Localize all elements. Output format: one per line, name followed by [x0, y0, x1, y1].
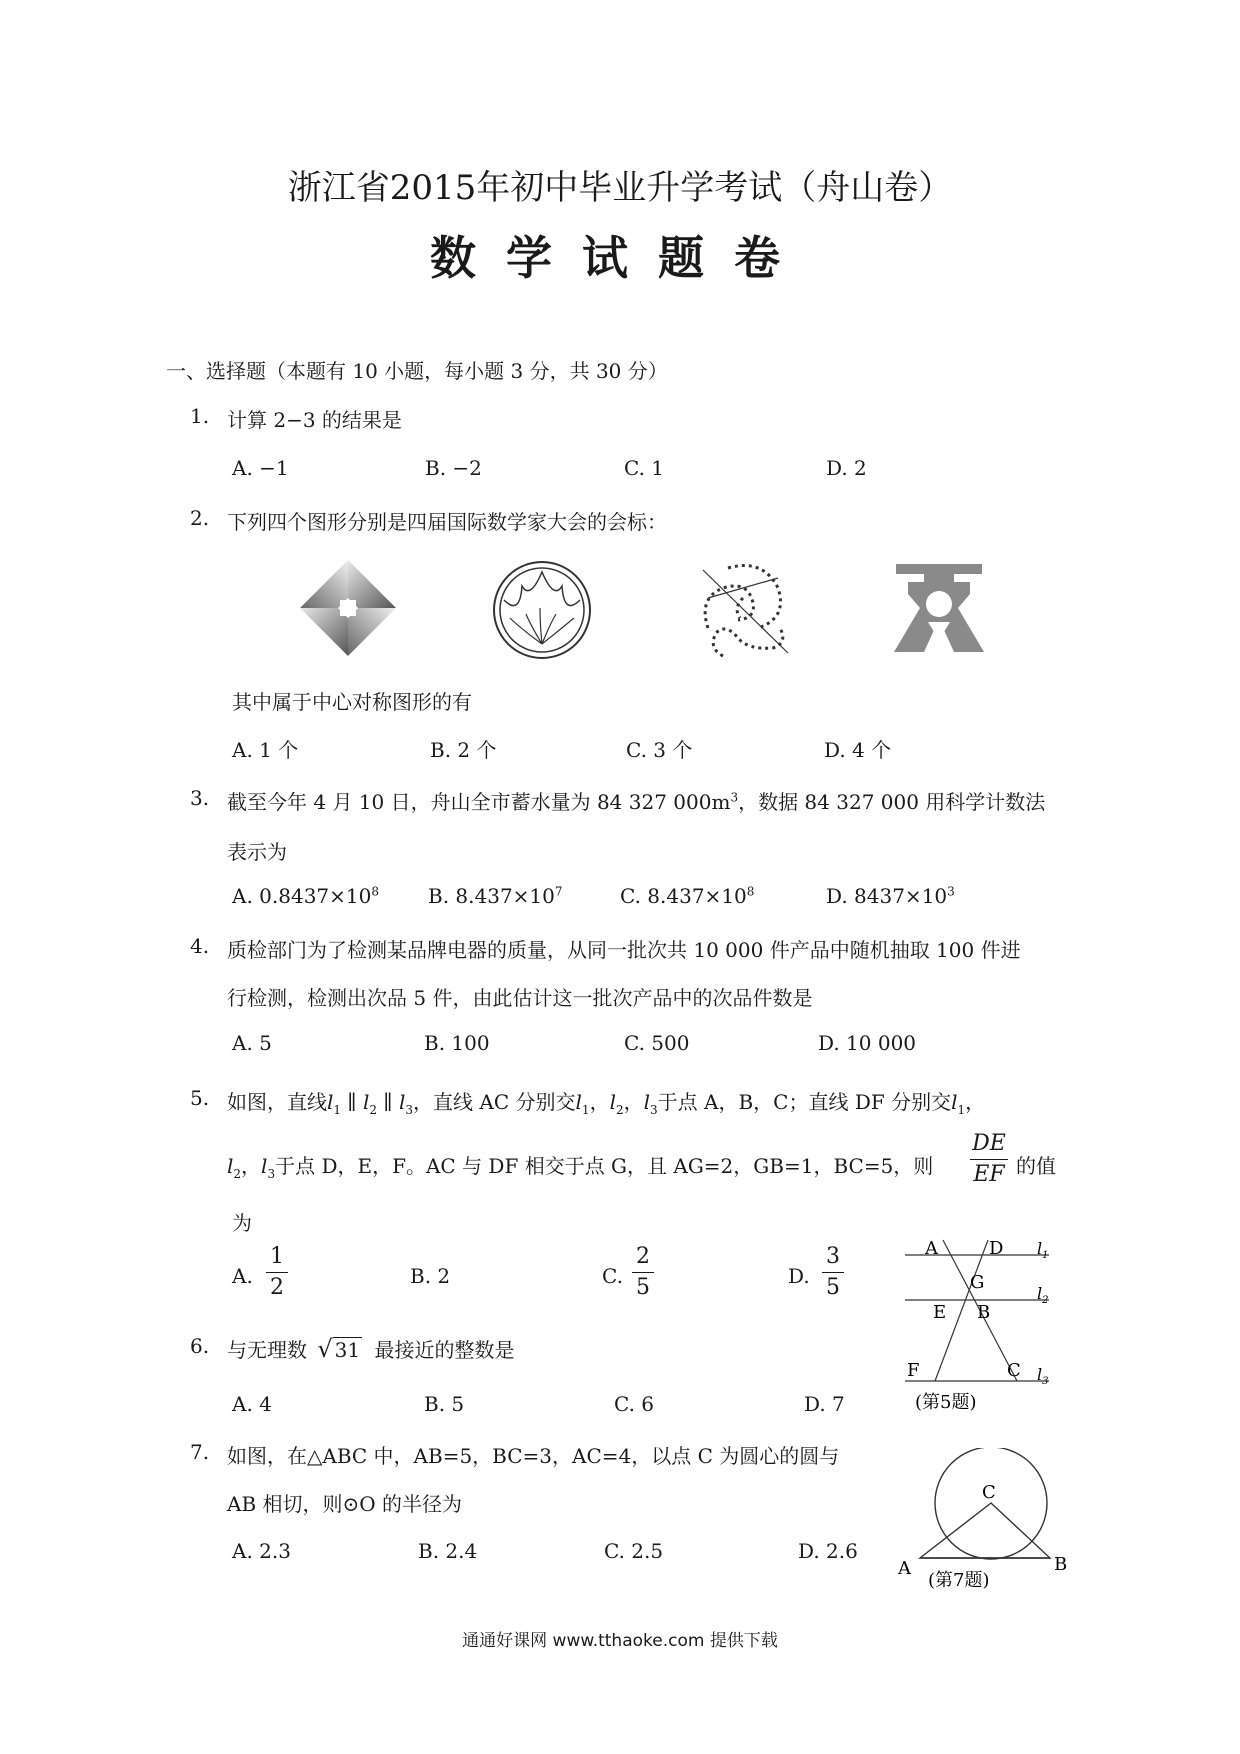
q7-number: 7. — [190, 1440, 210, 1464]
q3-text-line1: 截至今年 4 月 10 日，舟山全市蓄水量为 84 327 $000m^3$，数据 84 327 000 用科学计数法 — [227, 790, 1046, 814]
temple-logo-icon — [884, 560, 994, 660]
q5-figure — [895, 1226, 1065, 1426]
q1-option-d: D. 2 — [826, 456, 867, 480]
label-e: E — [933, 1302, 947, 1323]
q3-option-d: D. $8437\times 10^3$ — [826, 884, 955, 908]
q6-text: 与无理数 √ 31 最接近的整数是 — [227, 1335, 515, 1363]
q1-option-c: C. 1 — [624, 456, 665, 480]
q7-text-line2: AB 相切，则⊙O 的半径为 — [227, 1492, 463, 1516]
q7-option-b: B. 2.4 — [418, 1539, 478, 1563]
q5-text-line1: 如图，直线$l_1$ ∥ $l_2$ ∥ $l_3$，直线 AC 分别交$l_1$，$l_2$，$l_3$于点 A，B，C；直线 DF 分别交$l_1$， — [227, 1090, 986, 1117]
q4-text-line2: 行检测，检测出次品 5 件，由此估计这一批次产品中的次品件数是 — [227, 986, 813, 1010]
q6-option-d: D. 7 — [804, 1392, 845, 1416]
label-g: G — [970, 1272, 985, 1293]
q7-text-line1: 如图，在△ABC 中，AB=5，BC=3，AC=4，以点 C 为圆心的圆与 — [227, 1444, 840, 1468]
label-f: F — [907, 1360, 920, 1381]
label-l3: $l_3$ — [1037, 1365, 1049, 1387]
triangle-abc — [920, 1503, 1050, 1558]
q4-option-c: C. 500 — [624, 1031, 690, 1055]
q2-number: 2. — [190, 506, 210, 530]
q6-number: 6. — [190, 1334, 210, 1358]
q6-option-c: C. 6 — [614, 1392, 655, 1416]
label-b: B — [1054, 1554, 1068, 1575]
q1-option-a: A. −1 — [232, 456, 289, 480]
q1-option-b: B. −2 — [425, 456, 482, 480]
q2-option-c: C. 3 个 — [626, 738, 693, 762]
label-c: C — [1007, 1360, 1021, 1381]
q2-subtext: 其中属于中心对称图形的有 — [232, 690, 472, 714]
q5-option-c-letter: C. — [602, 1264, 623, 1288]
dotted-spiral-logo-icon — [688, 558, 798, 662]
q4-number: 4. — [190, 934, 210, 958]
q5-option-c-fraction: 2 5 — [632, 1246, 654, 1299]
label-b: B — [977, 1302, 991, 1323]
section-header: 一、选择题（本题有 10 小题，每小题 3 分，共 30 分） — [166, 359, 668, 383]
label-a: A — [925, 1238, 938, 1259]
label-a: A — [898, 1558, 911, 1579]
q5-fraction-de-ef: DE EF — [970, 1133, 1008, 1186]
q3-option-b: B. $8.437\times 10^7$ — [428, 884, 563, 908]
label-l1: $l_1$ — [1037, 1239, 1049, 1261]
q6-option-a: A. 4 — [232, 1392, 272, 1416]
q3-option-a: A. $0.8437\times 10^8$ — [232, 884, 379, 908]
label-l2: $l_2$ — [1037, 1284, 1049, 1306]
q4-option-d: D. 10 000 — [818, 1031, 917, 1055]
q7-option-a: A. 2.3 — [232, 1539, 291, 1563]
q2-option-d: D. 4 个 — [824, 738, 892, 762]
sqrt-symbol: √ 31 — [317, 1335, 361, 1363]
circle-arcs-logo-icon — [490, 558, 594, 662]
q7-option-d: D. 2.6 — [798, 1539, 858, 1563]
q7-figure-caption: (第7题) — [928, 1570, 990, 1591]
q7-figure — [890, 1448, 1070, 1596]
q5-number: 5. — [190, 1086, 210, 1110]
footer-text: 通通好课网 www.tthaoke.com 提供下载 — [462, 1631, 778, 1651]
q5-text-line2: $l_2$，$l_3$于点 D，E，F。AC 与 DF 相交于点 G，且 AG=2，GB=1，BC=5，则 — [227, 1154, 934, 1181]
q5-option-a-letter: A. — [232, 1264, 253, 1288]
q5-option-d-fraction: 3 5 — [822, 1246, 844, 1299]
q5-text-line3: 为 — [232, 1211, 252, 1235]
q3-text-line2: 表示为 — [227, 840, 287, 864]
q1-text: 计算 2−3 的结果是 — [227, 408, 402, 432]
exam-title: 浙江省2015年初中毕业升学考试（舟山卷） — [287, 168, 953, 208]
q2-option-a: A. 1 个 — [232, 738, 299, 762]
q4-option-a: A. 5 — [232, 1031, 272, 1055]
q7-option-c: C. 2.5 — [604, 1539, 664, 1563]
q5-option-d-letter: D. — [788, 1264, 810, 1288]
label-c: C — [982, 1482, 996, 1503]
q3-option-c: C. $8.437\times 10^8$ — [620, 884, 755, 908]
q2-text: 下列四个图形分别是四届国际数学家大会的会标： — [227, 510, 667, 534]
q4-text-line1: 质检部门为了检测某品牌电器的质量，从同一批次共 10 000 件产品中随机抽取 100 件进 — [227, 938, 1021, 962]
q4-option-b: B. 100 — [424, 1031, 490, 1055]
q5-figure-caption: (第5题) — [915, 1392, 977, 1413]
pinwheel-logo-icon — [298, 558, 398, 658]
label-d: D — [989, 1238, 1004, 1259]
q2-option-b: B. 2 个 — [430, 738, 497, 762]
q5-option-b: B. 2 — [410, 1264, 451, 1288]
q5-text-line2-end: 的值 — [1016, 1154, 1056, 1178]
q3-number: 3. — [190, 786, 210, 810]
q5-option-a-fraction: 1 2 — [266, 1246, 288, 1299]
q1-number: 1. — [190, 404, 210, 428]
paper-title: 数学试题卷 — [430, 231, 810, 285]
q6-option-b: B. 5 — [424, 1392, 465, 1416]
